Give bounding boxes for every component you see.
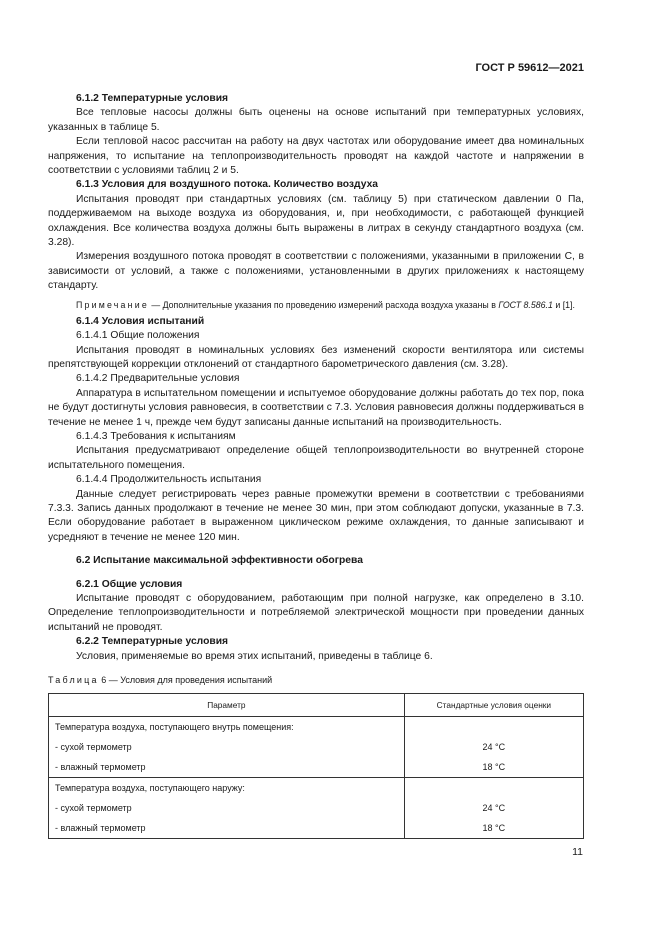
parameter-text: - сухой термометр bbox=[55, 803, 132, 814]
parameter-cell bbox=[49, 778, 405, 839]
paragraph: 6.1.4.3 Требования к испытаниям bbox=[76, 430, 236, 442]
value-text: 24 °С bbox=[482, 742, 506, 753]
section-heading: 6.2.2 Температурные условия bbox=[76, 636, 229, 648]
note-reference: ГОСТ 8.586.1 bbox=[498, 299, 553, 310]
section-6-1 bbox=[48, 92, 584, 294]
group-title: Температура воздуха, поступающего внутрь помещения: bbox=[55, 722, 294, 733]
paragraph: Испытания проводят при стандартных условиях (см. таблицу 5) при статическом давлении 0 Па, поддерживаемом на выходе воздуха из оборудования, и, при необходимости, с работающей функцией охлаждения. Все количества воздуха должны быть выражены в литрах в секунду стандартного воздуха (см. 3.28). bbox=[48, 193, 584, 249]
note bbox=[48, 299, 584, 311]
parameter-cell bbox=[49, 717, 405, 778]
section-heading: 6.1.3 Условия для воздушного потока. Количество воздуха bbox=[76, 179, 379, 191]
note-label: Примечание bbox=[76, 299, 149, 310]
paragraph: Условия, применяемые во время этих испытаний, приведены в таблице 6. bbox=[76, 650, 433, 662]
page-number: 11 bbox=[572, 846, 583, 858]
table-caption bbox=[48, 673, 584, 687]
header-parameter: Параметр bbox=[49, 694, 405, 717]
parameter-text: - сухой термометр bbox=[55, 742, 132, 753]
section-heading: 6.1.4 Условия испытаний bbox=[76, 315, 205, 327]
value-cell bbox=[404, 778, 583, 839]
section-heading: 6.2.1 Общие условия bbox=[76, 578, 183, 590]
parameter-text: - влажный термометр bbox=[55, 762, 146, 773]
section-heading: 6.1.2 Температурные условия bbox=[76, 93, 229, 104]
paragraph: 6.1.4.2 Предварительные условия bbox=[76, 373, 240, 385]
section-heading: 6.2 Испытание максимальной эффективности обогрева bbox=[76, 555, 363, 567]
paragraph: Испытания предусматривают определение общей теплопроизводительности во внутренней стороне испытательного помещения. bbox=[48, 445, 584, 471]
empty-line bbox=[405, 778, 583, 798]
document-header: ГОСТ Р 59612—2021 bbox=[475, 62, 584, 74]
paragraph: 6.1.4.1 Общие положения bbox=[76, 330, 200, 342]
document-body bbox=[48, 92, 584, 839]
paragraph: Все тепловые насосы должны быть оценены на основе испытаний при температурных условиях, указанных в таблице 5. bbox=[48, 107, 584, 133]
section-6-1-4-and-6-2 bbox=[48, 315, 584, 664]
paragraph: Испытания проводят в номинальных условиях без изменений скорости вентилятора или системы препятствующей коррекции отклонений от стандартного барометрического давления (см. 3.28). bbox=[48, 344, 584, 370]
paragraph: Если тепловой насос рассчитан на работу на двух частотах или оборудование имеет два номинальных напряжения, то испытание на теплопроизводительность проводят на каждой частоте и напряжении в соответствии с условиями таблиц 2 и 5. bbox=[48, 136, 584, 177]
parameter-text: - влажный термометр bbox=[55, 823, 146, 834]
group-title: Температура воздуха, поступающего наружу: bbox=[55, 783, 245, 794]
value-text: 18 °С bbox=[482, 762, 506, 773]
paragraph: 6.1.4.4 Продолжительность испытания bbox=[76, 474, 262, 486]
empty-line bbox=[405, 717, 583, 737]
table-caption-label: Таблица bbox=[48, 675, 99, 686]
header-standard-conditions: Стандартные условия оценки bbox=[404, 694, 583, 717]
paragraph: Данные следует регистрировать через равные промежутки времени в соответствии с требованиями 7.3.3. Запись данных продолжают в течение не менее 30 мин, при этом соблюдают допуски, указанные в 7.3. Если оборудование работает в выраженном циклическом режиме охлаждения, то данные записывают и усредняют в течение не менее 120 мин. bbox=[48, 488, 584, 543]
paragraph: Аппаратура в испытательном помещении и испытуемое оборудование должны работать до тех пор, пока не будут достигнуты условия равновесия, в соответствии с 7.3. Условия равновесия должны поддерживаться в течение не менее 1 ч, прежде чем будут записаны данные испытаний на производительность. bbox=[48, 387, 584, 428]
conditions-table bbox=[48, 693, 584, 839]
table-row bbox=[49, 778, 584, 839]
table-header-row bbox=[49, 694, 584, 717]
table-caption-text: 6 — Условия для проведения испытаний bbox=[98, 675, 273, 686]
value-cell bbox=[404, 717, 583, 778]
value-text: 24 °С bbox=[482, 803, 506, 814]
paragraph: Испытание проводят с оборудованием, работающим при полной нагрузке, как определено в 3.10. Определение теплопроизводительности и потребляемой электрической мощности при проведении данных испытаний не проводят. bbox=[48, 593, 584, 633]
note-tail: и [1]. bbox=[552, 299, 575, 310]
table-row bbox=[49, 717, 584, 778]
value-text: 18 °С bbox=[482, 823, 506, 834]
paragraph: Измерения воздушного потока проводят в соответствии с положениями, указанными в приложении С, в зависимости от условий, а также с положениями, установленными в других приложениях к настоящему стандарту. bbox=[48, 251, 584, 292]
note-text: — Дополнительные указания по проведению измерений расхода воздуха указаны в bbox=[148, 299, 499, 310]
